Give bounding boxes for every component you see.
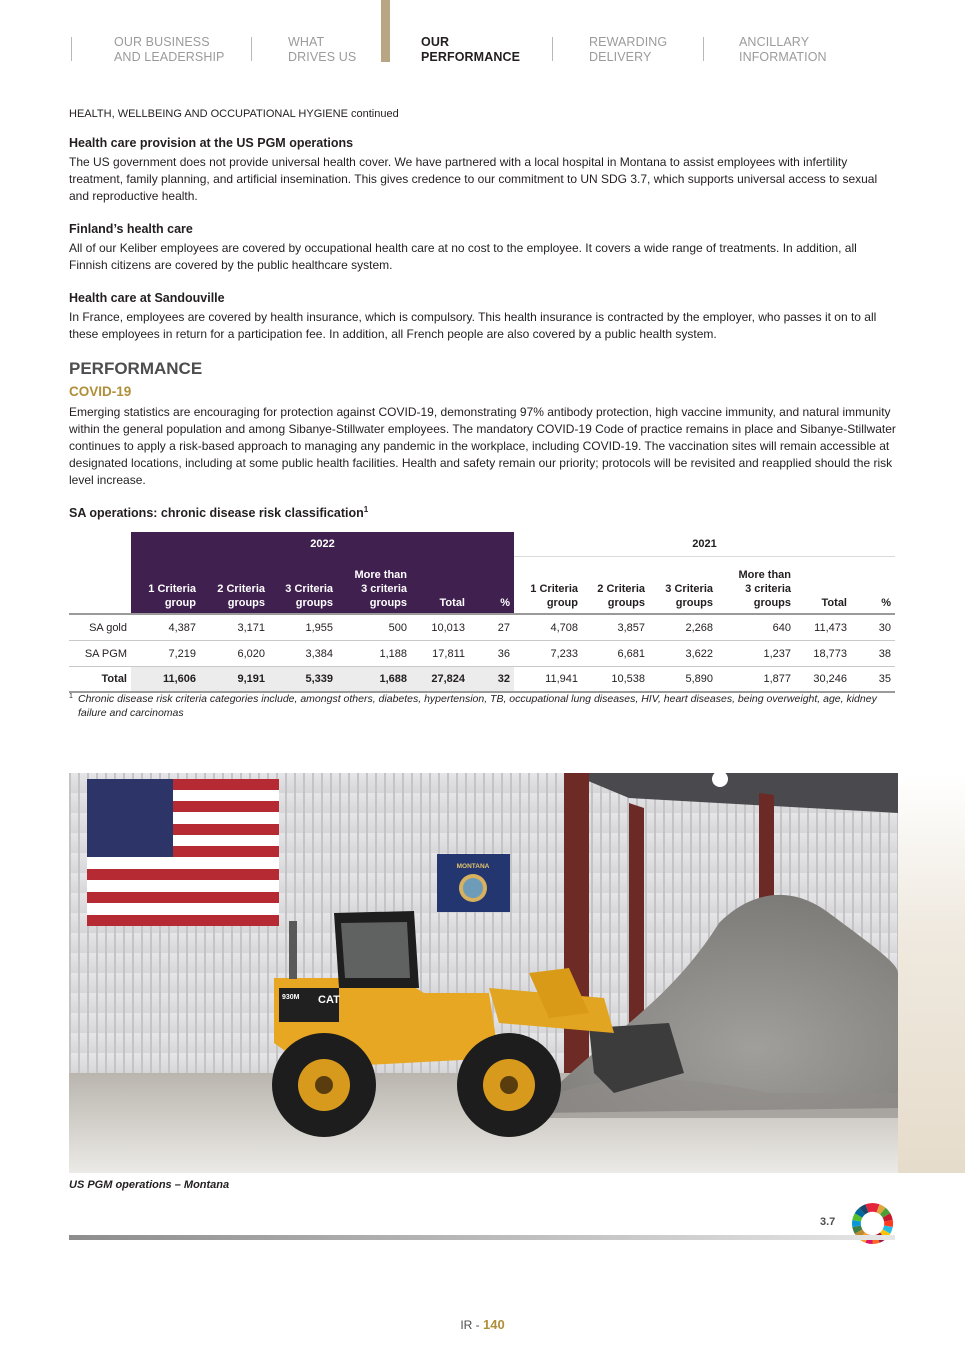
nav-label-line2: DRIVES US	[288, 50, 357, 64]
table-cell: 11,606	[131, 667, 200, 693]
nav-label-line2: DELIVERY	[589, 50, 652, 64]
col-header: %	[851, 557, 895, 615]
decorative-strip	[898, 773, 965, 1173]
col-header: %	[469, 557, 514, 615]
column-header-row	[69, 557, 895, 615]
continued-suffix: continued	[351, 108, 399, 120]
table-cell: 1,237	[763, 647, 791, 660]
nav-label-line1: ANCILLARY	[739, 35, 810, 49]
table-cell: 7,233	[550, 647, 578, 660]
footnote-marker: 1	[69, 693, 73, 700]
table-title	[69, 505, 368, 520]
table-total-row	[69, 667, 895, 693]
table-cell: 4,708	[550, 621, 578, 634]
nav-divider	[552, 37, 553, 61]
table-cell: 1,955	[305, 621, 333, 634]
footnote-marker: 1	[363, 505, 369, 514]
nav-divider	[71, 37, 72, 61]
col-header: More than 3 criteria groups	[337, 557, 411, 615]
year-2021-header: 2021	[514, 532, 895, 557]
sdg-target-label: 3.7	[820, 1216, 836, 1228]
top-navigation	[0, 0, 965, 80]
nav-label-line1: REWARDING	[589, 35, 668, 49]
table-cell: 6,681	[617, 647, 645, 660]
section-paragraph: All of our Keliber employees are covered by occupational health care at no cost to the employee. It covers a wide range of treatments. In addition, all Finnish citizens are covered by the public healthcare system.	[69, 241, 857, 272]
table-cell: 18,773	[813, 647, 847, 660]
table-cell: 35	[878, 673, 891, 685]
us-flag	[87, 779, 279, 926]
nav-item-our-business[interactable]	[114, 35, 224, 65]
table-cell: 38	[878, 647, 891, 660]
nav-item-what-drives-us[interactable]	[288, 35, 356, 65]
table-title-text: SA operations: chronic disease risk classification	[69, 506, 364, 521]
nav-item-ancillary-information[interactable]	[739, 35, 827, 65]
page-number-value: 140	[482, 1317, 505, 1332]
col-header: 1 Criteria group	[131, 557, 200, 615]
table-cell: 10,013	[431, 621, 465, 634]
nav-label-line2: PERFORMANCE	[421, 50, 521, 64]
table-cell: 3,857	[617, 621, 645, 634]
nav-label-line1: WHAT	[288, 35, 325, 49]
svg-text:CAT: CAT	[318, 994, 340, 1006]
table-cell: 640	[772, 621, 791, 634]
page-number	[0, 1317, 965, 1332]
col-header: 2 Criteria groups	[582, 557, 649, 615]
table-cell: 1,877	[763, 673, 791, 685]
row-label: SA gold	[89, 621, 127, 634]
table-cell: 11,941	[545, 673, 578, 685]
row-label: Total	[101, 673, 127, 685]
nav-item-our-performance[interactable]	[421, 35, 520, 65]
nav-item-rewarding-delivery[interactable]	[589, 35, 667, 65]
table-cell: 1,688	[337, 667, 411, 693]
section-heading: Finland’s health care	[69, 222, 193, 236]
col-header: More than 3 criteria groups	[717, 557, 795, 615]
year-header-row	[69, 532, 895, 557]
nav-label-line2: INFORMATION	[739, 50, 827, 64]
table-cell: 5,890	[685, 673, 713, 685]
footer-rule	[69, 1235, 895, 1240]
table-row	[69, 614, 895, 641]
table-footnote	[69, 692, 899, 720]
svg-text:930M: 930M	[282, 994, 300, 1001]
active-tab-marker	[381, 0, 390, 62]
col-header: Total	[795, 557, 851, 615]
col-header: 2 Criteria groups	[200, 557, 269, 615]
table-cell: 2,268	[685, 621, 713, 634]
nav-divider	[251, 37, 252, 61]
section-paragraph: In France, employees are covered by health insurance, which is compulsory. This health insurance is contracted by the employer, who passes it on to all these employees in return for a participation fee. In addition, all French people are also covered by a public health system.	[69, 310, 877, 341]
footnote-text: Chronic disease risk criteria categories include, amongst others, diabetes, hypertension, TB, occupational lung diseases, HIV, heart diseases, being overweight, age, kidney failure and carcinomas	[78, 693, 877, 719]
table-cell: 3,384	[305, 647, 333, 660]
table-cell: 17,811	[432, 647, 465, 660]
table-cell: 3,171	[237, 621, 265, 634]
table-cell: 6,020	[237, 647, 265, 660]
section-paragraph: The US government does not provide universal health cover. We have partnered with a local hospital in Montana to assist employees with infertility treatment, family planning, and artificial insemination. This gives credence to our commitment to UN SDG 3.7, which supports universal access to sexual and reproductive health.	[69, 155, 878, 203]
nav-divider	[703, 37, 704, 61]
year-2022-header: 2022	[131, 532, 514, 557]
table-cell: 32	[469, 667, 514, 693]
col-header: Total	[411, 557, 469, 615]
nav-label-line2: AND LEADERSHIP	[114, 50, 225, 64]
table-cell: 500	[388, 621, 407, 634]
covid-subheading: COVID-19	[69, 384, 132, 399]
blank-cell	[69, 532, 131, 557]
nav-label-line1: OUR	[421, 35, 450, 49]
photo-caption: US PGM operations – Montana	[69, 1179, 230, 1191]
table-cell: 3,622	[685, 647, 713, 660]
svg-text:MONTANA: MONTANA	[456, 863, 490, 870]
table-cell: 4,387	[168, 621, 196, 634]
table-cell: 5,339	[269, 667, 337, 693]
table-cell: 36	[497, 647, 510, 660]
performance-heading: PERFORMANCE	[69, 359, 203, 378]
col-header: 3 Criteria groups	[269, 557, 337, 615]
section-continued-label	[69, 108, 399, 120]
table-cell: 1,188	[379, 647, 407, 660]
page-prefix: IR -	[460, 1318, 483, 1332]
table-cell: 27	[497, 621, 510, 634]
col-header: 1 Criteria group	[514, 557, 582, 615]
table-cell: 27,824	[411, 667, 469, 693]
table-cell: 11,473	[814, 621, 847, 634]
wheel-loader-photo	[69, 773, 898, 1173]
section-name: HEALTH, WELLBEING AND OCCUPATIONAL HYGIENE	[69, 108, 348, 120]
nav-label-line1: OUR BUSINESS	[114, 35, 210, 49]
table-row	[69, 641, 895, 667]
montana-flag	[437, 854, 510, 912]
section-heading: Health care provision at the US PGM operations	[69, 136, 354, 150]
table-cell: 10,538	[611, 673, 645, 685]
table-cell: 7,219	[168, 647, 196, 660]
row-label: SA PGM	[84, 647, 127, 660]
chronic-disease-table	[69, 532, 895, 693]
table-cell: 9,191	[200, 667, 269, 693]
table-cell: 30,246	[813, 673, 847, 685]
col-header: 3 Criteria groups	[649, 557, 717, 615]
covid-paragraph: Emerging statistics are encouraging for protection against COVID-19, demonstrating 97% antibody protection, high vaccine immunity, and natural immunity within the general population and among Sibanye-Stillwater employees. The mandatory COVID-19 Code of practice remains in place and Sibanye-Stillwater continues to apply a risk-based approach to managing any pandemic in the workplace, including COVID-19. The vaccination sites will remain accessible at designated locations, including at some public health facilities. Health and safety remain our priority; protocols will be revisited and reapplied should the risk level increase.	[69, 405, 896, 487]
blank-cell	[69, 557, 131, 615]
section-heading: Health care at Sandouville	[69, 291, 225, 305]
table-cell: 30	[878, 621, 891, 634]
